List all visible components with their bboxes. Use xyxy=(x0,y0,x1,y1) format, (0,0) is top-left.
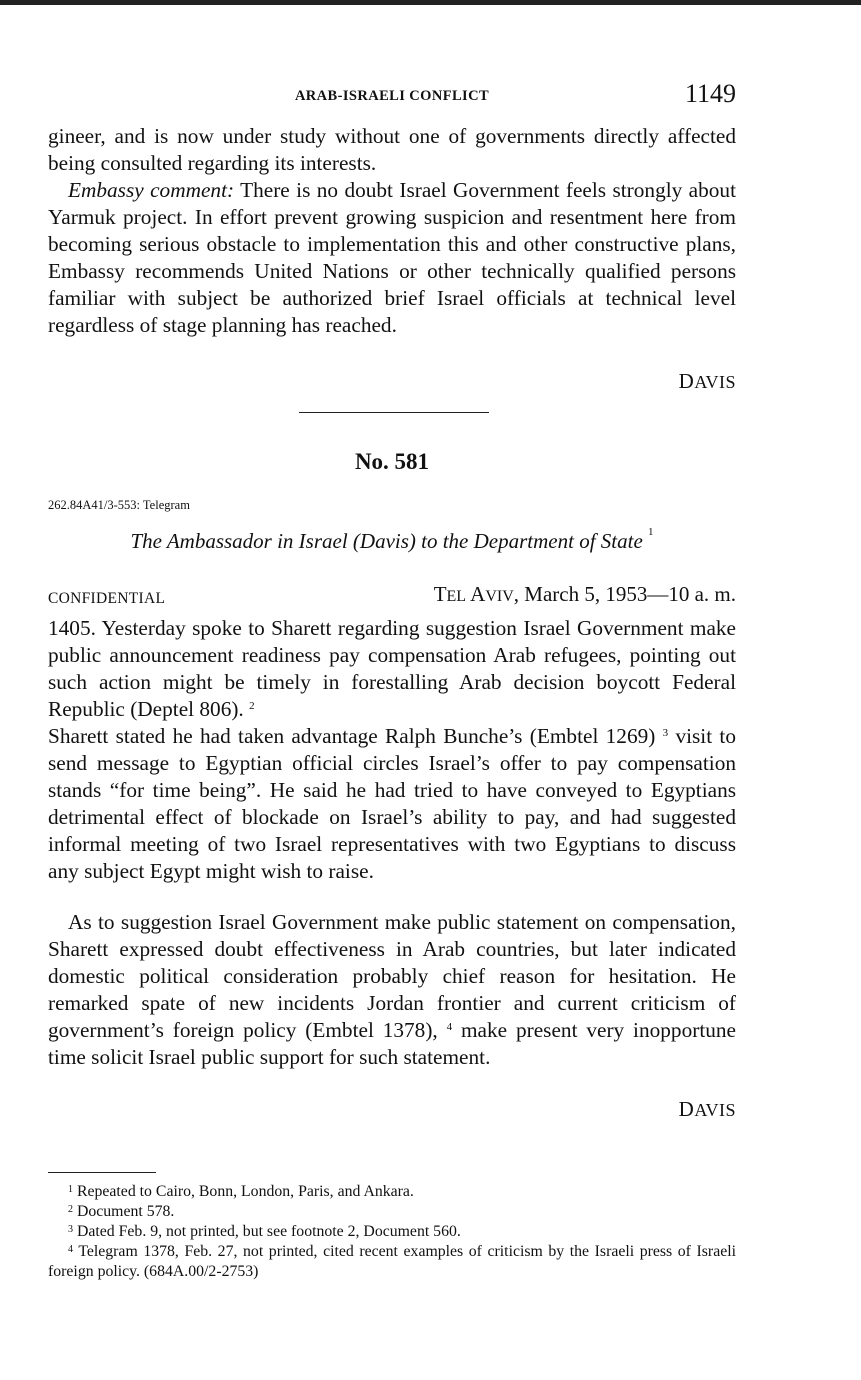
place-date-line: TEL AVIV, March 5, 1953—10 a. m. xyxy=(433,582,736,606)
classification-label: CONFIDENTIAL xyxy=(48,590,166,607)
continuation-paragraph: gineer, and is now under study without one of governments directly affected being consulted regarding its interests. xyxy=(48,124,736,175)
running-head-title: ARAB-ISRAELI CONFLICT xyxy=(294,88,490,104)
page-number: 1149 xyxy=(684,79,736,108)
footnote-3: $^3$ Dated Feb. 9, not printed, but see footnote 2, Document 560. xyxy=(68,1223,461,1240)
section-divider xyxy=(299,412,489,413)
footnote-4: $^4$ Telegram 1378, Feb. 27, not printed, cited recent examples of criticism by the Israeli press of Israeli foreign policy. (684A.00/2-2753) xyxy=(48,1243,736,1280)
embassy-comment-paragraph xyxy=(48,177,736,339)
footnote-ref-4: 4 xyxy=(446,1021,453,1033)
running-head xyxy=(48,79,736,111)
footnote-ref-1: 1 xyxy=(648,526,654,538)
page-top-edge xyxy=(0,0,861,5)
embassy-comment-text: There is no doubt Israel Government feels strongly about Yarmuk project. In effort prevent growing suspicion and resentment here from becoming serious obstacle to implementation this and other constructive plans, Embassy recommends United Nations or other technically qualified persons familiar with subject be authorized brief Israel officials at technical level regardless of stage planning has reached. xyxy=(48,178,736,337)
footnote-ref-2: 2 xyxy=(249,700,255,712)
file-reference: 262.84A41/3-553: Telegram xyxy=(48,498,190,512)
document-heading: The Ambassador in Israel (Davis) to the Department of State $^1$ xyxy=(130,526,654,553)
footnote-1: $^1$ Repeated to Cairo, Bonn, London, Paris, and Ankara. xyxy=(68,1183,414,1200)
telegram-paragraph-2: Sharett stated he had taken advantage Ralph Bunche’s (Embtel 1269) $^3$ visit to send message to Egyptian official circles Israel’s offer to pay compensation stands “for time being”. He said he had tried to have conveyed to Egyptians detrimental effect of blockade on Israel’s ability to pay, and had suggested informal meeting of two Israel representatives with two Egyptians to discuss any subject Egypt might wish to raise. xyxy=(48,724,736,883)
telegram-paragraph-1: 1405. Yesterday spoke to Sharett regarding suggestion Israel Government make public announcement readiness pay compensation Arab refugees, pointing out such action might be timely in forestalling Arab decision boycott Federal Republic (Deptel 806). $^2$ xyxy=(48,616,736,721)
signature-davis-1: DAVIS xyxy=(678,369,736,393)
footnote-rule xyxy=(48,1172,156,1173)
telegram-paragraph-3: As to suggestion Israel Government make public statement on compensation, Sharett expressed doubt effectiveness in Arab countries, but later indicated domestic political consideration probably chief reason for hesitation. He remarked spate of new incidents Jordan frontier and current criticism of government’s foreign policy (Embtel 1378), $^4$ make present very inopportune time solicit Israel public support for such statement. xyxy=(48,910,736,1069)
document-number: No. 581 xyxy=(354,449,430,474)
footnote-ref-3: 3 xyxy=(662,727,669,739)
footnote-2: $^2$ Document 578. xyxy=(68,1203,175,1220)
footnotes xyxy=(48,1182,736,1282)
signature-davis-2: DAVIS xyxy=(678,1097,736,1121)
embassy-comment-label: Embassy comment: xyxy=(68,178,235,202)
